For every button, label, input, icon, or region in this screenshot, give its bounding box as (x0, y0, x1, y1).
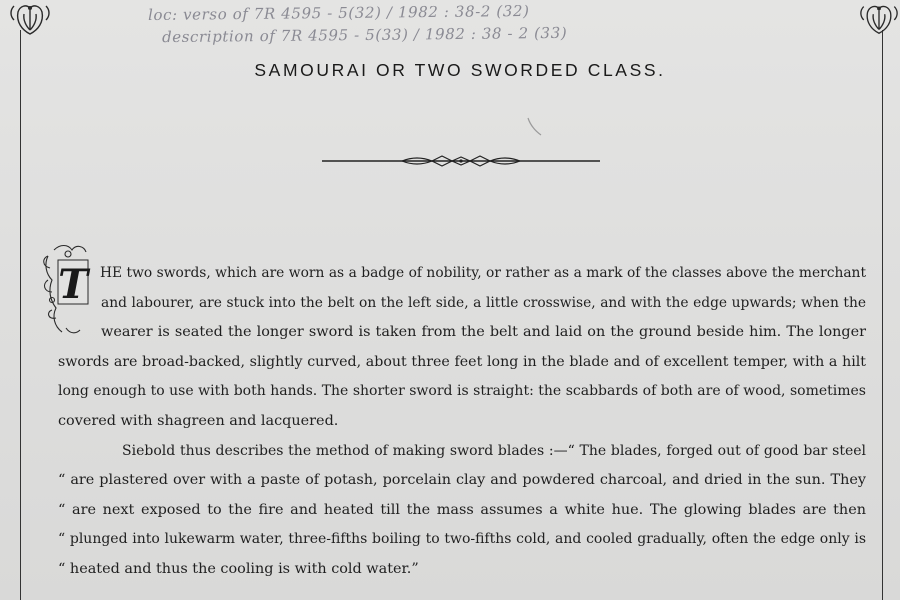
paragraph-1-line-5: long enough to use with both hands. The shorter sword is straight: the scabbards of both are of wood, sometimes (58, 383, 866, 400)
page-title: SAMOURAI OR TWO SWORDED CLASS. (254, 60, 666, 80)
paragraph-1-line-4: swords are broad-backed, slightly curved, about three feet long in the blade and of excellent temper, with a hilt (58, 353, 866, 370)
page-border-left (20, 30, 21, 600)
page-border-right (882, 30, 883, 600)
body-text (58, 259, 866, 585)
paragraph-2-line-5: “ heated and thus the cooling is with cold water.” (58, 560, 419, 577)
corner-ornament-left-icon (8, 0, 52, 36)
dropcap-letter: T (58, 261, 88, 308)
paragraph-2-line-3: “ are next exposed to the fire and heated till the mass assumes a white hue. The glowing blades are then (58, 501, 866, 518)
handwritten-note-line-1: loc: verso of 7R 4595 - 5(32) / 1982 : 38-2 (32) (147, 2, 530, 24)
pencil-mark-icon (524, 116, 544, 138)
paragraph-1-line-3: wearer is seated the longer sword is taken from the belt and laid on the ground beside him. The longer (101, 324, 866, 341)
ornamental-divider-icon (322, 153, 600, 169)
paragraph-1-line-2: and labourer, are stuck into the belt on the left side, a little crosswise, and with the edge upwards; when the (101, 294, 866, 311)
paragraph-2-line-1: Siebold thus describes the method of making sword blades :—“ The blades, forged out of good bar steel (122, 442, 866, 459)
corner-ornament-right-icon (858, 0, 900, 36)
handwritten-note-line-2: description of 7R 4595 - 5(33) / 1982 : 38 - 2 (33) (161, 23, 568, 47)
paragraph-1-line-6: covered with shagreen and lacquered. (58, 412, 339, 429)
paragraph-2-line-4: “ plunged into lukewarm water, three-fifths boiling to two-fifths cold, and cooled gradually, often the edge only is (58, 531, 866, 548)
paragraph-2-line-2: “ are plastered over with a paste of potash, porcelain clay and powdered charcoal, and dried in the sun. They (58, 472, 866, 489)
paragraph-1-line-1: HE two swords, which are worn as a badge of nobility, or rather as a mark of the classes above the merchant (100, 265, 866, 281)
